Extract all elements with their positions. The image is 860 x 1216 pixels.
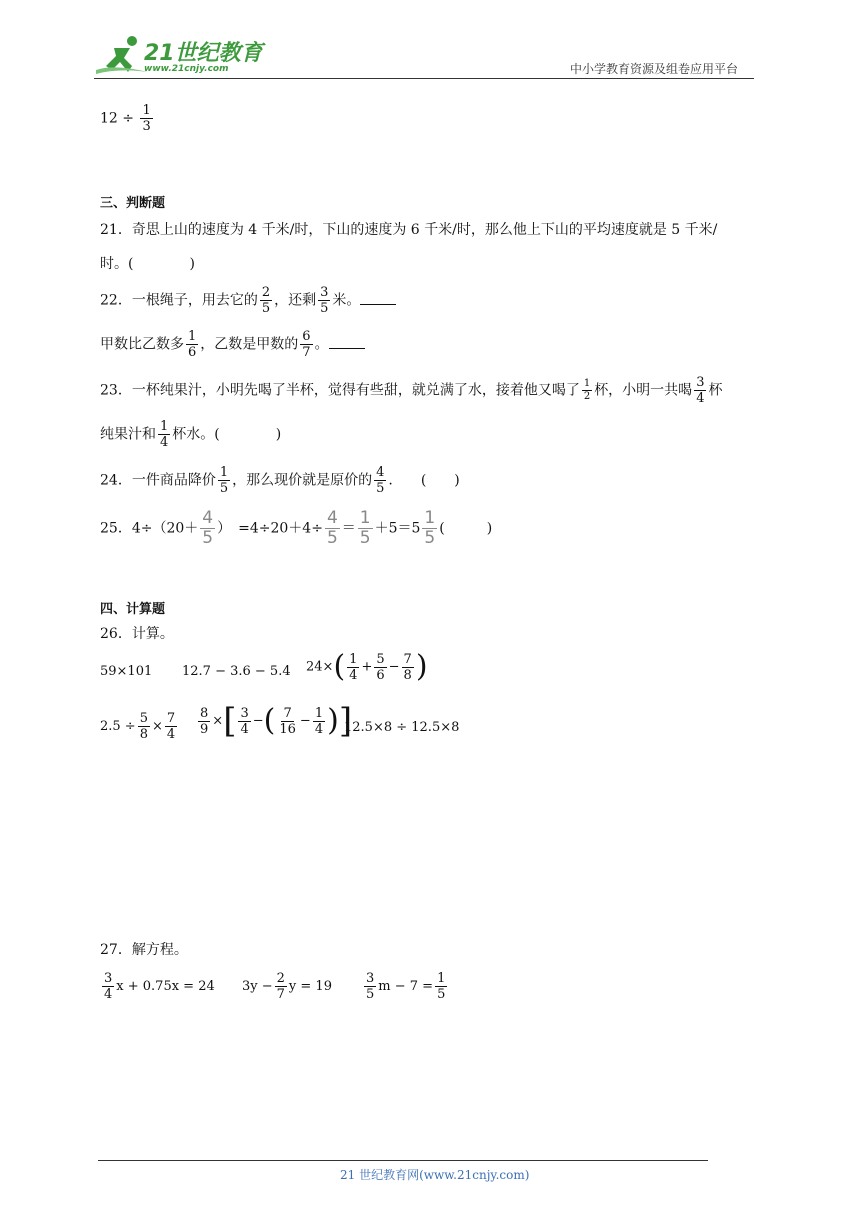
- logo-text: 21世纪教育: [144, 41, 263, 66]
- question-21-line1: 21．奇思上山的速度为 4 千米/时，下山的速度为 6 千米/时，那么他上下山的平均速度就是 5 千米/: [100, 222, 718, 238]
- section-title-calculation: 四、计算题: [100, 602, 166, 617]
- question-21-line2: 时。( ): [100, 256, 195, 272]
- equation-2: 3y − $\frac{2}{7}$ y = 19: [242, 971, 332, 1002]
- answer-blank[interactable]: [360, 292, 396, 305]
- header-logo: [94, 34, 264, 78]
- fraction: $\frac{3}{4}$: [696, 375, 705, 406]
- question-24: 24．一件商品降价 $\frac{1}{5}$ ，那么现价就是原价的 $\frac{4}{5}$ . ( ): [100, 465, 460, 496]
- fraction: $\frac{3}{5}$: [320, 285, 329, 316]
- top-expr-lead: 12 ÷: [100, 110, 134, 127]
- fraction: $\frac{1}{4}$: [160, 419, 169, 450]
- question-27-label: 27．解方程。: [100, 942, 188, 958]
- expr-8-9: $\frac{8}{9}$ ×[ $\frac{3}{4}$ −( $\frac{7}{16}$ − $\frac{1}{4}$ )]: [200, 701, 353, 741]
- fraction: $\frac{1}{2}$: [583, 378, 591, 402]
- fraction: $\frac{1}{5}$: [359, 508, 371, 548]
- footer-link[interactable]: 21 世纪教育网(www.21cnjy.com): [340, 1168, 530, 1182]
- question-23-line1: 23．一杯纯果汁，小明先喝了半杯，觉得有些甜，就兑满了水，接着他又喝了 $\frac{1}{2}$ 杯，小明一共喝 $\frac{3}{4}$ 杯: [100, 375, 723, 406]
- section-title-judgment: 三、判断题: [100, 196, 166, 211]
- question-26-label: 26．计算。: [100, 626, 174, 642]
- logo-url: www.21cnjy.com: [144, 64, 229, 74]
- fraction: $\frac{1}{6}$: [188, 329, 197, 360]
- fraction: $\frac{1}{5}$: [424, 508, 436, 548]
- expr-24x: 24×( $\frac{1}{4}$ + $\frac{5}{6}$ − $\frac{7}{8}$ ): [306, 649, 428, 684]
- header-platform-text: 中小学教育资源及组卷应用平台: [570, 62, 739, 76]
- answer-blank[interactable]: [329, 336, 365, 349]
- fraction: $\frac{4}{5}$: [376, 465, 385, 496]
- fraction: $\frac{6}{7}$: [302, 329, 311, 360]
- runner-logo-icon: [94, 34, 150, 76]
- top-expression: [100, 104, 155, 133]
- expr-2.5: 2.5 ÷ $\frac{5}{8}$ × $\frac{7}{4}$: [100, 711, 176, 742]
- question-22b: 甲数比乙数多 $\frac{1}{6}$ ，乙数是甲数的 $\frac{6}{7}$ 。: [100, 330, 365, 359]
- question-22a: 22．一根绳子，用去它的 $\frac{2}{5}$ ，还剩 $\frac{3}{5}$ 米。: [100, 286, 396, 315]
- equation-1: $\frac{3}{4}$ x + 0.75x = 24: [104, 971, 215, 1002]
- header-divider: [94, 78, 754, 79]
- expr-12.7: 12.7 − 3.6 − 5.4: [182, 664, 291, 679]
- question-25: 25．4÷（20＋ $\frac{4}{5}$ ） =4÷20＋4÷ $\frac{4}{5}$ ＝ $\frac{1}{5}$ ＋5＝5 $\frac{1}{5}$ ( ): [100, 508, 493, 548]
- fraction: $\frac{2}{5}$: [261, 285, 271, 316]
- expr-12.5: 12.5×8 ÷ 12.5×8: [344, 720, 460, 735]
- fraction: $\frac{1}{5}$: [219, 465, 229, 496]
- fraction: $\frac{4}{5}$: [202, 508, 214, 548]
- fraction: $\frac{1}{3}$: [142, 103, 151, 134]
- fraction: $\frac{4}{5}$: [326, 508, 338, 548]
- expr-59x101: 59×101: [100, 664, 153, 679]
- equation-3: $\frac{3}{5}$ m − 7 = $\frac{1}{5}$: [366, 971, 446, 1002]
- question-23-line2: 纯果汁和 $\frac{1}{4}$ 杯水。( ): [100, 419, 282, 450]
- footer-divider: [98, 1160, 708, 1161]
